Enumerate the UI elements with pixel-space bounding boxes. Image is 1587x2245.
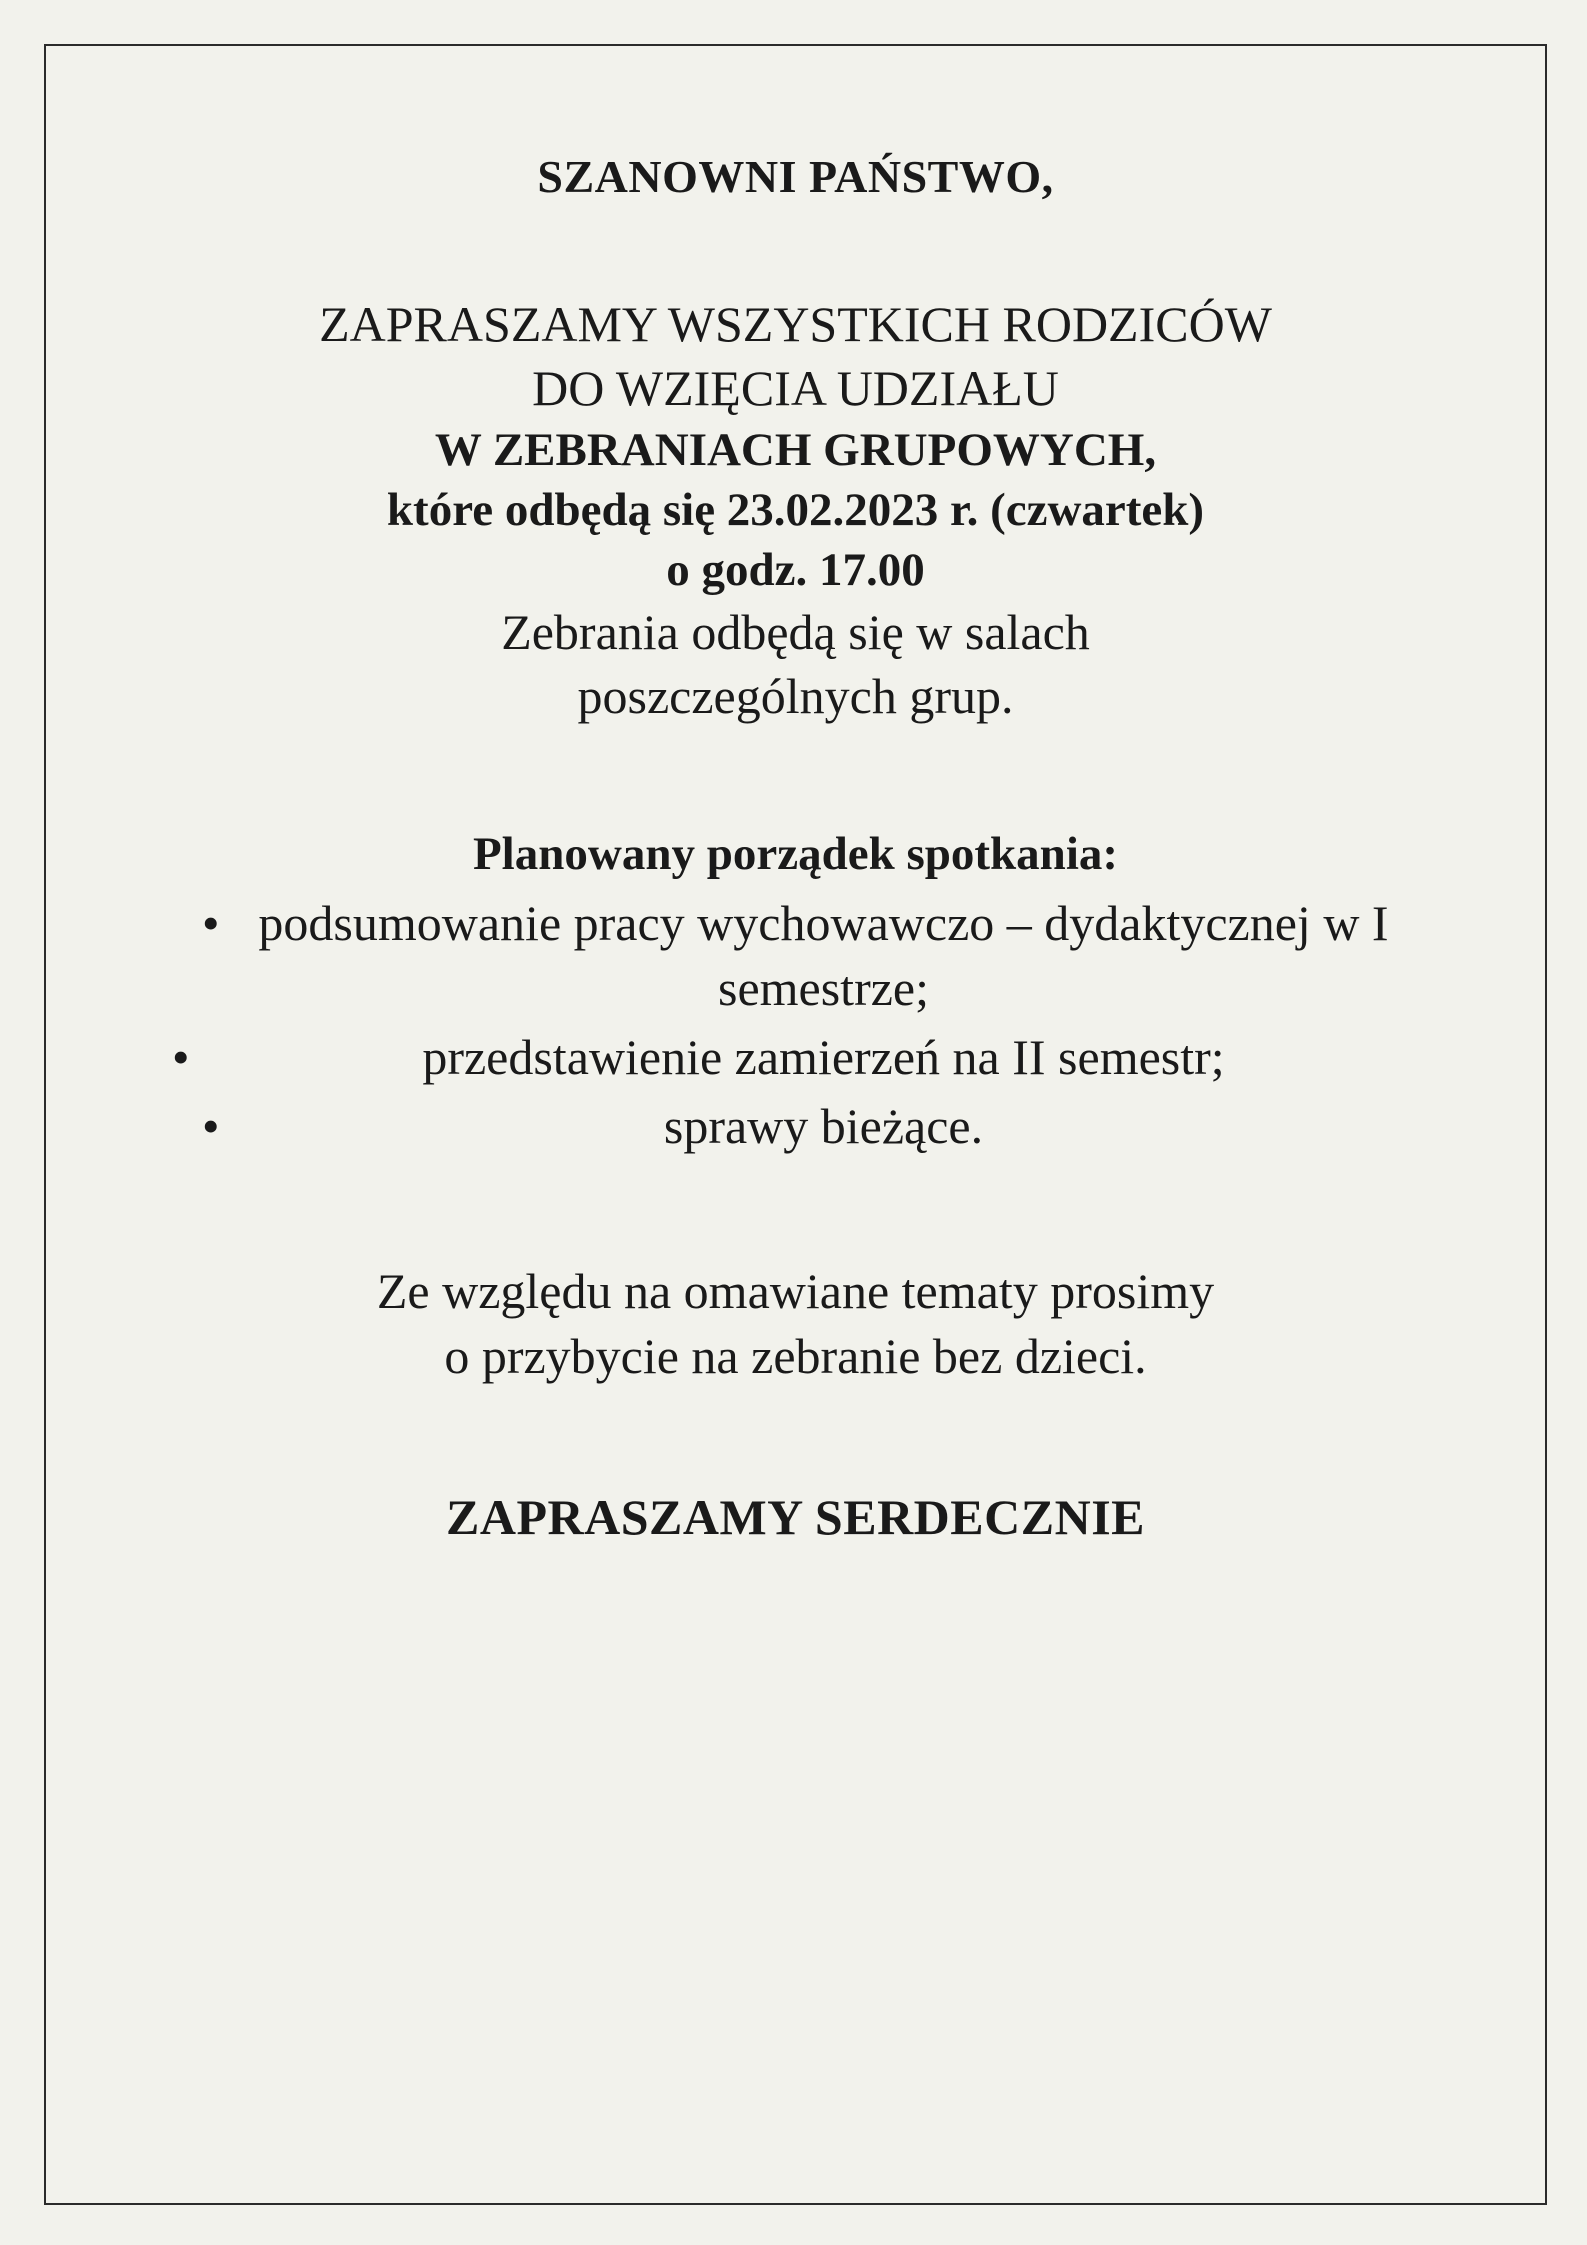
bullet-icon: •: [172, 1029, 190, 1086]
list-item: [116, 1025, 1475, 1090]
bullet-icon: •: [202, 1098, 220, 1155]
closing-line-2: o przybycie na zebranie bez dzieci.: [444, 1328, 1147, 1385]
event-time: o godz. 17.00: [666, 543, 925, 596]
list-item-label: podsumowanie pracy wychowawczo – dydaktycznej w I semestrze;: [258, 895, 1389, 1017]
event-title: W ZEBRANIACH GRUPOWYCH,: [434, 423, 1157, 476]
list-item: [116, 1094, 1475, 1159]
list-item-label: przedstawienie zamierzeń na II semestr;: [422, 1029, 1225, 1086]
intro-block: [116, 292, 1475, 728]
intro-line-2: DO WZIĘCIA UDZIAŁU: [532, 359, 1059, 416]
list-item-label: sprawy bieżące.: [663, 1098, 984, 1155]
agenda-list: [116, 891, 1475, 1159]
event-date: które odbędą się 23.02.2023 r. (czwartek): [386, 483, 1205, 536]
list-item: [116, 891, 1475, 1021]
spacer-before-final: [116, 1389, 1475, 1485]
poster-content: [46, 46, 1545, 1550]
bullet-icon: •: [202, 895, 220, 952]
closing-line-1: Ze względu na omawiane tematy prosimy: [376, 1263, 1215, 1320]
final-greeting: ZAPRASZAMY SERDECZNIE: [445, 1489, 1146, 1546]
spacer-before-closing: [116, 1163, 1475, 1259]
location-line-1: Zebrania odbędą się w salach: [501, 603, 1090, 660]
agenda-title: Planowany porządek spotkania:: [472, 827, 1119, 880]
intro-line-1: ZAPRASZAMY WSZYSTKICH RODZICÓW: [319, 295, 1272, 352]
location-line-2: poszczególnych grup.: [577, 667, 1014, 724]
poster-border-frame: [44, 44, 1547, 2205]
spacer-before-agenda: [116, 728, 1475, 824]
page-title: SZANOWNI PAŃSTWO,: [537, 151, 1054, 202]
